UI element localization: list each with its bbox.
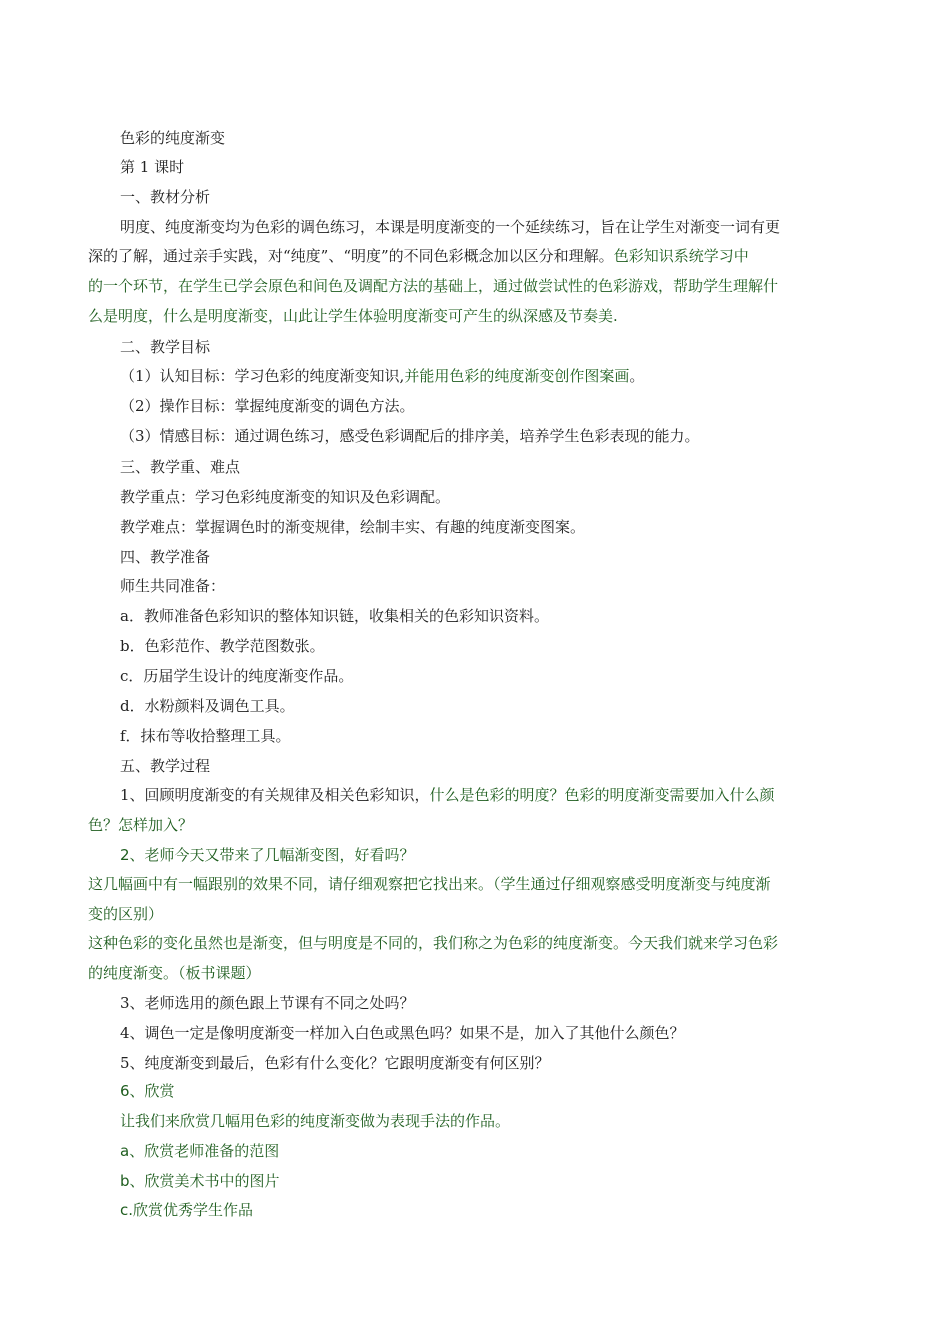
paragraph-analysis-line-2 xyxy=(88,245,749,267)
goal-1 xyxy=(120,365,644,387)
prep-item: b．色彩范作、教学范图数张。 xyxy=(120,637,325,655)
prep-item: a．教师准备色彩知识的整体知识链，收集相关的色彩知识资料。 xyxy=(120,607,549,625)
process-q4: 4、调色一定是像明度渐变一样加入白色或黑色吗？如果不是，加入了其他什么颜色？ xyxy=(120,1024,685,1042)
process-q2-line-3: 变的区别） xyxy=(88,905,164,923)
appreciation-intro: 让我们来欣赏几幅用色彩的纯度渐变做为表现手法的作品。 xyxy=(120,1112,511,1130)
process-q1-text: 1、回顾明度渐变的有关规律及相关色彩知识， xyxy=(120,786,430,804)
paragraph-analysis-line-4: 么是明度，什么是明度渐变，山此让学生体验明度渐变可产生的纵深感及节奏美. xyxy=(88,307,618,325)
process-q1-line-1 xyxy=(120,784,775,806)
appreciation-item: c.欣赏优秀学生作品 xyxy=(120,1201,254,1219)
process-q5: 5、纯度渐变到最后，色彩有什么变化？它跟明度渐变有何区别？ xyxy=(120,1054,550,1072)
process-q2: 2、老师今天又带来了几幅渐变图，好看吗？ xyxy=(120,846,415,864)
process-q1-line-2: 色？怎样加入？ xyxy=(88,816,194,834)
process-q2-line-5: 的纯度渐变。（板书课题） xyxy=(88,964,261,982)
prep-item: d．水粉颜料及调色工具。 xyxy=(120,697,295,715)
goal-2: （2）操作目标：掌握纯度渐变的调色方法。 xyxy=(120,397,415,415)
key-point: 教学重点：学习色彩纯度渐变的知识及色彩调配。 xyxy=(120,488,451,506)
process-q2-line-2: 这几幅画中有一幅跟别的效果不同，请仔细观察把它找出来。（学生通过仔细观察感受明度渐变与纯度渐 xyxy=(88,875,771,893)
section-heading-5: 五、教学过程 xyxy=(120,757,211,775)
appreciation-item: a、欣赏老师准备的范图 xyxy=(120,1142,280,1160)
process-q1-highlight: 什么是色彩的明度？色彩的明度渐变需要加入什么颜 xyxy=(429,786,775,804)
difficult-point: 教学难点：掌握调色时的渐变规律，绘制丰实、有趣的纯度渐变图案。 xyxy=(120,518,586,536)
process-q6: 6、欣赏 xyxy=(120,1082,175,1100)
paragraph-analysis-line-3: 的一个环节，在学生已学会原色和间色及调配方法的基础上，通过做尝试性的色彩游戏，帮助学生理解什 xyxy=(88,277,779,295)
analysis-highlight: 色彩知识系统学习中 xyxy=(613,247,749,265)
doc-title: 色彩的纯度渐变 xyxy=(120,129,226,147)
section-heading-2: 二、教学目标 xyxy=(120,338,211,356)
goal-3: （3）情感目标：通过调色练习，感受色彩调配后的排序美，培养学生色彩表现的能力。 xyxy=(120,427,700,445)
goal-1-end: 。 xyxy=(629,367,645,385)
common-preparation: 师生共同准备： xyxy=(120,577,226,595)
section-heading-3: 三、教学重、难点 xyxy=(120,458,241,476)
lesson-label: 第 1 课时 xyxy=(120,158,185,176)
process-q3: 3、老师选用的颜色跟上节课有不同之处吗？ xyxy=(120,994,415,1012)
section-heading-1: 一、教材分析 xyxy=(120,188,211,206)
section-heading-4: 四、教学准备 xyxy=(120,548,211,566)
goal-1-highlight: 并能用色彩的纯度渐变创作图案画 xyxy=(404,367,630,385)
prep-item: c．历届学生设计的纯度渐变作品。 xyxy=(120,667,354,685)
analysis-text: 深的了解，通过亲手实践，对“纯度”、“明度”的不同色彩概念加以区分和理解。 xyxy=(88,247,614,265)
prep-item: f．抹布等收拾整理工具。 xyxy=(120,727,291,745)
paragraph-analysis-line-1: 明度、纯度渐变均为色彩的调色练习，本课是明度渐变的一个延续练习，旨在让学生对渐变一词有更 xyxy=(120,218,781,236)
goal-1-text: （1）认知目标：学习色彩的纯度渐变知识, xyxy=(120,367,405,385)
appreciation-item: b、欣赏美术书中的图片 xyxy=(120,1172,280,1190)
process-q2-line-4: 这种色彩的变化虽然也是渐变，但与明度是不同的，我们称之为色彩的纯度渐变。今天我们就来学习色彩 xyxy=(88,934,779,952)
